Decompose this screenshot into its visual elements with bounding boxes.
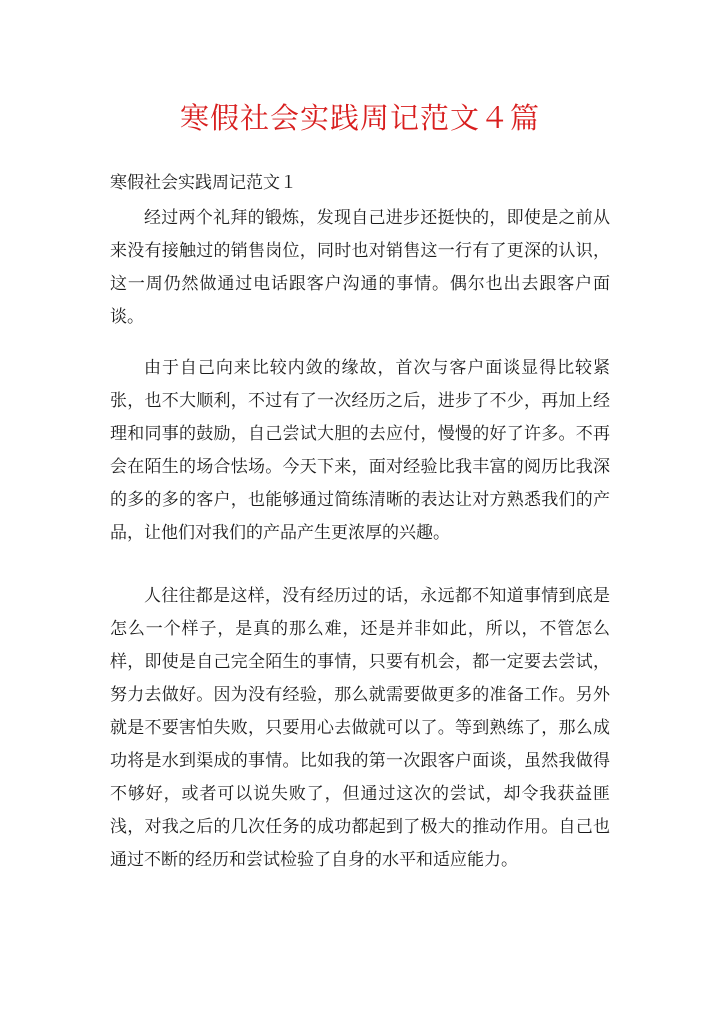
document-title: 寒假社会实践周记范文４篇 xyxy=(179,101,540,135)
paragraph-1: 经过两个礼拜的锻炼，发现自己进步还挺快的，即使是之前从来没有接触过的销售岗位，同时也对销售这一行有了更深的认识，这一周仍然做通过电话跟客户沟通的事情。偶尔也出去跟客户面谈。 xyxy=(110,208,610,327)
paragraph-2: 由于自己向来比较内敛的缘故，首次与客户面谈显得比较紧张，也不大顺利，不过有了一次经历之后，进步了不少，再加上经理和同事的鼓励，自己尝试大胆的去应付，慢慢的好了许多。不再会在陌生的场合怯场。今天下来，面对经验比我丰富的阅历比我深的多的多的客户，也能够通过简练清晰的表达让对方熟悉我们的产品，让他们对我们的产品产生更浓厚的兴趣。 xyxy=(110,358,610,543)
paragraph-3: 人往往都是这样，没有经历过的话，永远都不知道事情到底是怎么一个样子，是真的那么难，还是并非如此，所以，不管怎么样，即使是自己完全陌生的事情，只要有机会，都一定要去尝试，努力去做好。因为没有经验，那么就需要做更多的准备工作。另外就是不要害怕失败，只要用心去做就可以了。等到熟练了，那么成功将是水到渠成的事情。比如我的第一次跟客户面谈，虽然我做得不够好，或者可以说失败了，但通过这次的尝试，却令我获益匪浅，对我之后的几次任务的成功都起到了极大的推动作用。自己也通过不断的经历和尝试检验了自身的水平和适应能力。 xyxy=(110,586,610,870)
section-heading: 寒假社会实践周记范文１ xyxy=(110,173,297,193)
